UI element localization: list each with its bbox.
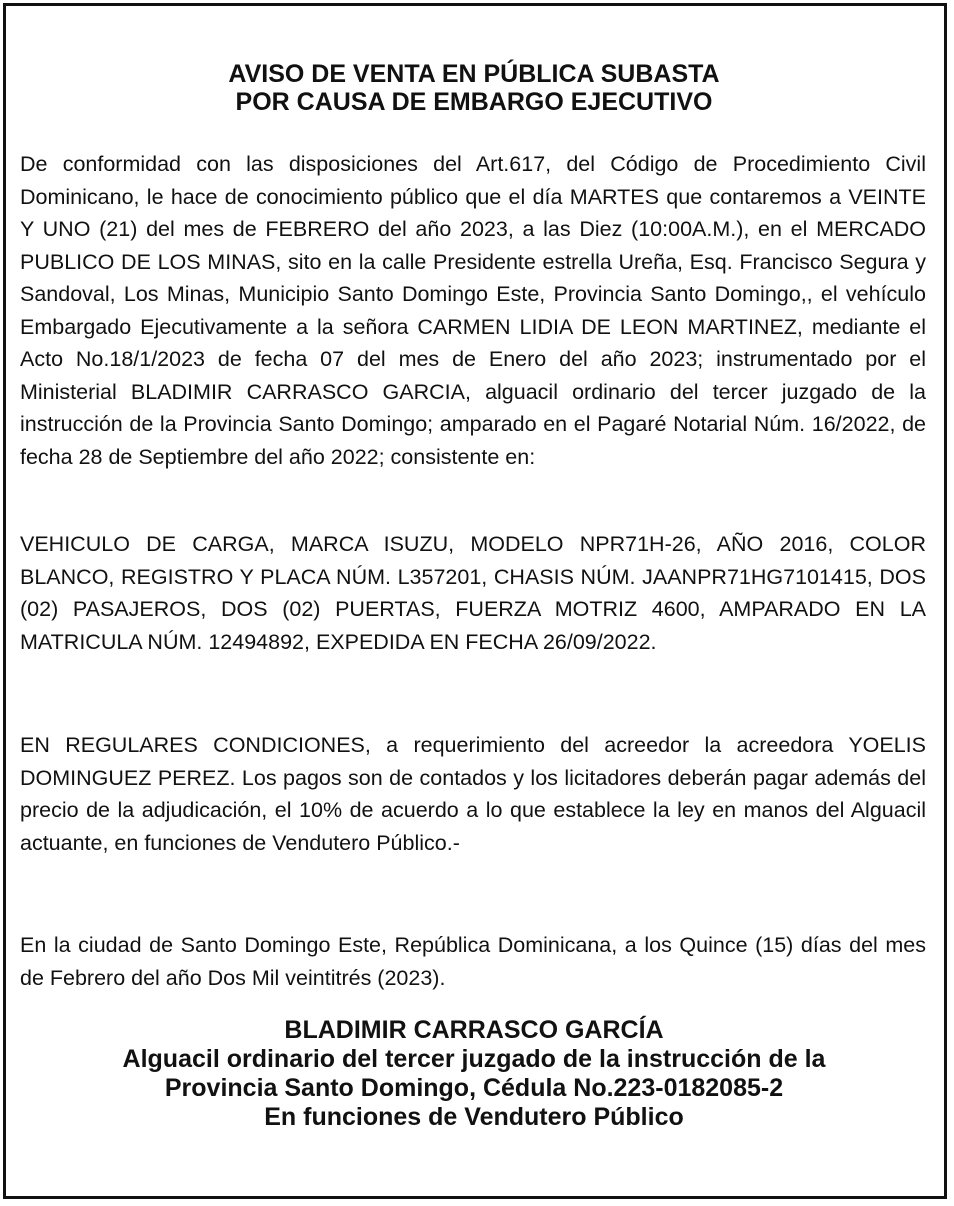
title-line-1: AVISO DE VENTA EN PÚBLICA SUBASTA — [228, 60, 720, 88]
signature-role-line-1: Alguacil ordinario del tercer juzgado de la instrucción de la — [122, 1045, 826, 1073]
title-line-2: POR CAUSA DE EMBARGO EJECUTIVO — [235, 88, 713, 116]
paragraph-vehicle-description: VEHICULO DE CARGA, MARCA ISUZU, MODELO NPR71H-26, AÑO 2016, COLOR BLANCO, REGISTRO Y PLACA NÚM. L357201, CHASIS NÚM. JAANPR71HG7101415, DOS (02) PASAJEROS, DOS (02) PUERTAS, FUERZA MOTRIZ 4600, AMPARADO EN LA MATRICULA NÚM. 12494892, EXPEDIDA EN FECHA 26/09/2022. — [20, 532, 926, 654]
signature-role-line-3: En funciones de Vendutero Público — [264, 1103, 684, 1131]
paragraph-place-date: En la ciudad de Santo Domingo Este, República Dominicana, a los Quince (15) días del mes de Febrero del año Dos Mil veintitrés (2023). — [20, 933, 926, 990]
paragraph-conditions: EN REGULARES CONDICIONES, a requerimiento del acreedor la acreedora YOELIS DOMINGUEZ PEREZ. Los pagos son de contados y los licitadores deberán pagar además del precio de la adjudicación, el 10% de acuerdo a lo que establece la ley en manos del Alguacil actuante, en funciones de Vendutero Público.- — [20, 733, 926, 855]
signature-name: BLADIMIR CARRASCO GARCÍA — [284, 1016, 664, 1044]
paragraph-announcement: De conformidad con las disposiciones del Art.617, del Código de Procedimiento Civil Dominicano, le hace de conocimiento público que el día MARTES que contaremos a VEINTE Y UNO (21) del mes de FEBRERO del año 2023, a las Diez (10:00A.M.), en el MERCADO PUBLICO DE LOS MINAS, sito en la calle Presidente estrella Ureña, Esq. Francisco Segura y Sandoval, Los Minas, Municipio Santo Domingo Este, Provincia Santo Domingo,, el vehículo Embargado Ejecutivamente a la señora CARMEN LIDIA DE LEON MARTINEZ, mediante el Acto No.18/1/2023 de fecha 07 del mes de Enero del año 2023; instrumentado por el Ministerial BLADIMIR CARRASCO GARCIA, alguacil ordinario del tercer juzgado de la instrucción de la Provincia Santo Domingo; amparado en el Pagaré Notarial Núm. 16/2022, de fecha 28 de Septiembre del año 2022; consistente en: — [20, 152, 926, 469]
signature-role-line-2: Provincia Santo Domingo, Cédula No.223-0182085-2 — [164, 1074, 784, 1102]
signature-block — [0, 1016, 948, 1132]
notice-title — [0, 60, 948, 116]
